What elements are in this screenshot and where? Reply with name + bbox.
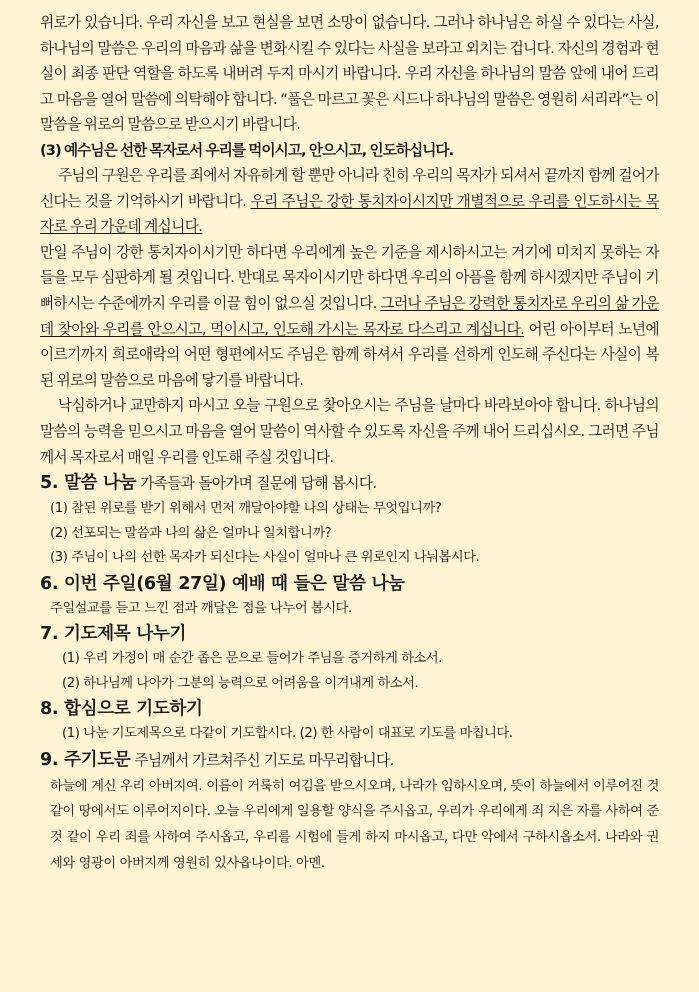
paragraph-ruler-shepherd bbox=[40, 240, 659, 394]
question-item: (1) 참된 위로를 받기 위해서 먼저 깨달아야할 나의 상태는 무엇입니까? bbox=[50, 501, 442, 517]
paragraph-text: 주님의 구원은 우리를 죄에서 자유하게 할 뿐만 아니라 친히 우리의 목자가 되셔서 끝까지 함께 걸어가신다는 것을 기억하시기 바랍니다. bbox=[40, 166, 659, 210]
paragraph-text: 만일 주님이 강한 통치자이시기만 하다면 우리에게 높은 기준을 제시하시고는 거기에 미치지 못하는 자들을 모두 심판하게 될 것입니다. 반대로 목자이시기만 하다면 우리의 아픔을 함께 하시겠지만 주님이 기뻐하시는 수준에까지 우리를 이끌 힘이 없으실 것입니다. bbox=[40, 243, 659, 312]
paragraph-look-to-lord: 낙심하거나 교만하지 마시고 오늘 구원으로 찾아오시는 주님을 날마다 바라보아야 합니다. 하나님의 말씀의 능력을 믿으시고 마음을 열어 말씀이 역사할 수 있도록 자신을 주께 내어 드리십시오. 그러면 주님께서 목자로서 매일 우리를 인도해 주실 것입니다. bbox=[40, 397, 659, 466]
section-7-heading: 7. 기도제목 나누기 bbox=[40, 624, 187, 645]
question-item: (2) 선포되는 말씀과 나의 삶은 얼마나 일치합니까? bbox=[50, 525, 332, 541]
section-8-heading: 8. 합심으로 기도하기 bbox=[40, 699, 203, 720]
prayer-topic-item: (2) 하나님께 나아가 그분의 능력으로 어려움을 이겨내게 하소서. bbox=[62, 675, 419, 691]
section-9-heading bbox=[40, 747, 659, 774]
section-title: 9. 주기도문 bbox=[40, 749, 131, 770]
prayer-topic-item: (1) 우리 가정이 매 순간 좁은 문으로 들어가 주님을 증거하게 하소서. bbox=[62, 651, 443, 667]
paragraph-shepherd bbox=[40, 163, 659, 240]
section-desc: 가족들과 돌아가며 질문에 답해 봅시다. bbox=[136, 475, 377, 493]
subheading-good-shepherd: (3) 예수님은 선한 목자로서 우리를 먹이시고, 안으시고, 인도하십니다. bbox=[40, 141, 454, 159]
paragraph-text: 어린 아이부터 노년에 이르기까지 희로애락의 어떤 형편에서도 주님은 함께 하셔서 우리를 선하게 인도해 주신다는 사실이 복된 위로의 말씀으로 마음에 닿기를 바랍니다. bbox=[40, 320, 659, 389]
section-8-desc: (1) 나눈 기도제목으로 다같이 기도합시다. (2) 한 사람이 대표로 기도를 마칩니다. bbox=[62, 726, 513, 742]
question-item: (3) 주님이 나의 선한 목자가 되신다는 사실이 얼마나 큰 위로인지 나눠봅시다. bbox=[50, 550, 480, 566]
underlined-text: 그러나 주님은 강력한 통치자로 우리의 삶 가운데 찾아와 우리를 안으시고, 먹이시고, 인도해 가시는 목자로 다스리고 계십니다. bbox=[40, 294, 659, 338]
section-6-desc: 주일설교를 듣고 느낀 점과 깨달은 점을 나누어 봅시다. bbox=[50, 600, 352, 616]
section-desc: 주님께서 가르쳐주신 기도로 마무리합니다. bbox=[130, 751, 394, 769]
lords-prayer-text: 하늘에 계신 우리 아버지여. 이름이 거룩히 여김을 받으시오며, 나라가 임하시오며, 뜻이 하늘에서 이루어진 것 같이 땅에서도 이루어지이다. 오늘 우리에게 일용할 양식을 주시옵고, 우리가 우리에게 죄 지은 자를 사하여 준 것 같이 우리 죄를 사하여 주시옵고, 우리를 시험에 들게 하지 마시옵고, 다만 악에서 구하시옵소서. 나라와 권세와 영광이 아버지께 영원히 있사옵나이다. 아멘. bbox=[50, 778, 659, 871]
paragraph-comfort: 위로가 있습니다. 우리 자신을 보고 현실을 보면 소망이 없습니다. 그러나 하나님은 하실 수 있다는 사실, 하나님의 말씀은 우리의 마음과 삶을 변화시킬 수 있다는 사실을 보라고 외치는 겁니다. 자신의 경험과 현실이 최종 판단 역할을 하도록 내버려 두지 마시기 바랍니다. 우리 자신을 하나님의 말씀 앞에 내어 드리고 마음을 열어 말씀에 의탁해야 합니다. “풀은 마르고 꽃은 시드나 하나님의 말씀은 영원히 서리라”는 이 말씀을 위로의 말씀으로 받으시기 바랍니다. bbox=[40, 14, 659, 134]
underlined-text: 우리 주님은 강한 통치자이시지만 개별적으로 우리를 인도하시는 목자로 우리 가운데 계십니다. bbox=[40, 192, 659, 236]
section-title: 5. 말씀 나눔 bbox=[40, 473, 137, 494]
section-5-heading bbox=[40, 470, 659, 497]
section-6-heading: 6. 이번 주일(6월 27일) 예배 때 들은 말씀 나눔 bbox=[40, 573, 405, 594]
